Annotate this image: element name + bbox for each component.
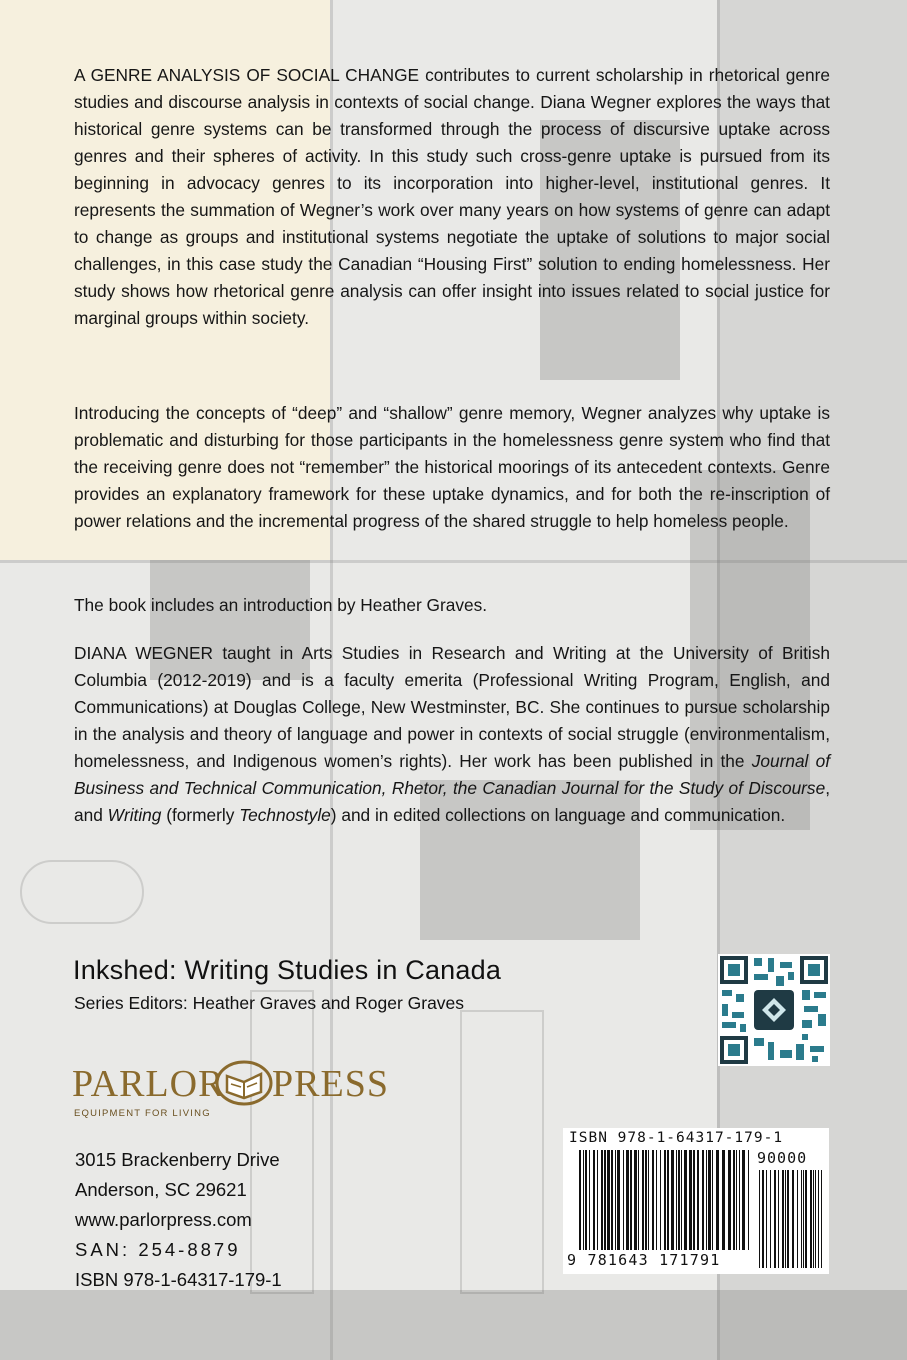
journal-list: Journal of Business and Technical Communication, Rhetor, the Canadian Journal for the Study of Discourse [74,751,830,798]
barcode-addon-bar [785,1170,786,1268]
barcode-bar [716,1150,719,1250]
barcode-addon-bar [801,1170,802,1268]
barcode-bar [742,1150,745,1250]
barcode-addon-bar [805,1170,807,1268]
barcode-addon-bar [813,1170,814,1268]
barcode-bar [708,1150,711,1250]
publisher-address [75,1145,282,1295]
logo-word-parlor: PARLOR [72,1063,225,1105]
barcode-addon-bar [818,1170,819,1268]
barcode-addon-bar [815,1170,816,1268]
barcode-bar [601,1150,603,1250]
author-name: DIANA WEGNER [74,643,213,663]
barcode-addon-bar [770,1170,771,1268]
barcode-bar [626,1150,629,1250]
barcode-addon-bar [759,1170,760,1268]
barcode-addon-bar [810,1170,812,1268]
barcode-isbn-label: ISBN 978-1-64317-179-1 [569,1130,784,1146]
barcode-bar [634,1150,637,1250]
barcode-addon-bar [778,1170,779,1268]
barcode-bar [728,1150,731,1250]
address-street: 3015 Brackenberry Drive [75,1149,280,1170]
barcode-bar [617,1150,620,1250]
author-bio: DIANA WEGNER taught in Arts Studies in Research and Writing at the University of British Columbia (2012-2019) and is a faculty emerita (Professional Writing Program, English, and Communications) at Douglas College, New Westminster, BC. She continues to pursue scholarship in the analysis and theory of language and power in contexts of social struggle (environmentalism, homelessness, and Indigenous women’s rights). Her work has been published in the Journal of Business and Technical Communication, Rhetor, the Canadian Journal for the Study of Discourse, and Writing (formerly Technostyle) and in edited collections on language and communication. [74,643,830,825]
barcode-bar [671,1150,674,1250]
barcode-bar [656,1150,657,1250]
barcode-addon-bar [774,1170,776,1268]
description-paragraph-2: Introducing the concepts of “deep” and “shallow” genre memory, Wegner analyzes why uptake is problematic and disturbing for those participants in the homelessness genre system who find that the receiving genre does not “remember” the historical moorings of its antecedent contexts. Genre provides an explanatory framework for these uptake dynamics, and for both the re-inscription of power relations and the incremental progress of the shared struggle to help homeless people. [74,403,830,531]
barcode-bar [684,1150,687,1250]
barcode-bar [689,1150,692,1250]
description-paragraph-1 [74,62,830,332]
barcode-digits: 9 781643 171791 [567,1251,721,1269]
barcode-bar [664,1150,666,1250]
publisher-san: SAN: 254-8879 [75,1239,241,1260]
barcode-addon-bar [792,1170,794,1268]
barcode-bar [583,1150,584,1250]
address-city: Anderson, SC 29621 [75,1179,247,1200]
barcode-bar [676,1150,677,1250]
barcode-bar [733,1150,735,1250]
barcode-bar [585,1150,587,1250]
barcode-addon-bar [762,1170,764,1268]
publisher-website: www.parlorpress.com [75,1209,252,1230]
barcode-bar [648,1150,649,1250]
barcode-addon-bar [782,1170,784,1268]
logo-tagline: EQUIPMENT FOR LIVING [74,1108,211,1119]
qr-code[interactable] [718,954,830,1066]
isbn-barcode [563,1128,829,1274]
barcode-addon-bar [766,1170,767,1268]
barcode-bar [667,1150,669,1250]
barcode-bar [623,1150,624,1250]
logo-word-press: PRESS [272,1063,389,1105]
barcode-addon-bar [787,1170,789,1268]
barcode-bar [739,1150,740,1250]
barcode-bar [589,1150,590,1250]
publisher-logo [72,1060,389,1130]
barcode-bar [736,1150,737,1250]
description-paragraph-3: The book includes an introduction by Heather Graves. [74,595,488,615]
barcode-bar [615,1150,616,1250]
barcode-bar [642,1150,644,1250]
book-emblem-icon [215,1060,273,1106]
description-paragraph-1-text: contributes to current scholarship in rhetorical genre studies and discourse analysis in contexts of social change. Diana Wegner explores the ways that historical genre systems can be transformed through the process of discursive uptake across genres and their spheres of activity. In this study such cross-genre uptake is pursued from its beginning in advocacy genres to its incorporation into higher-level, institutional genres. It represents the summation of Wegner’s work over many years on how systems of genre can adapt to change as groups and institutional systems negotiate the uptake of solutions to major social challenges, in this case study the Canadian “Housing First” solution to ending homelessness. Her study shows how rhetorical genre analysis can offer insight into issues related to social justice for marginal groups within society. [74,65,831,328]
publisher-isbn: ISBN 978-1-64317-179-1 [75,1269,282,1290]
barcode-bar [660,1150,661,1250]
barcode-bar [645,1150,647,1250]
barcode-bar [638,1150,639,1250]
series-editors: Series Editors: Heather Graves and Roger Graves [74,993,465,1013]
series-title: Inkshed: Writing Studies in Canada [73,955,502,985]
barcode-addon-digits: 90000 [757,1149,808,1167]
journal-writing: Writing [107,805,162,825]
barcode-addon-bar [821,1170,822,1268]
barcode-bar [748,1150,749,1250]
journal-technostyle: Technostyle [239,805,331,825]
barcode-bar [597,1150,598,1250]
barcode-bar [604,1150,606,1250]
barcode-bar [702,1150,704,1250]
barcode-bar [579,1150,581,1250]
barcode-bar [693,1150,695,1250]
barcode-addon-bar [797,1170,798,1268]
barcode-bar [712,1150,713,1250]
barcode-bar [722,1150,725,1250]
barcode-bar [697,1150,699,1250]
barcode-bar [678,1150,680,1250]
barcode-bar [607,1150,610,1250]
barcode-bar [630,1150,632,1250]
barcode-bar [652,1150,654,1250]
barcode-bar [706,1150,707,1250]
barcode-bar [593,1150,595,1250]
book-title-caps: A GENRE ANALYSIS OF SOCIAL CHANGE [74,65,420,85]
barcode-addon-bar [803,1170,804,1268]
barcode-bar [681,1150,682,1250]
barcode-bar [611,1150,613,1250]
